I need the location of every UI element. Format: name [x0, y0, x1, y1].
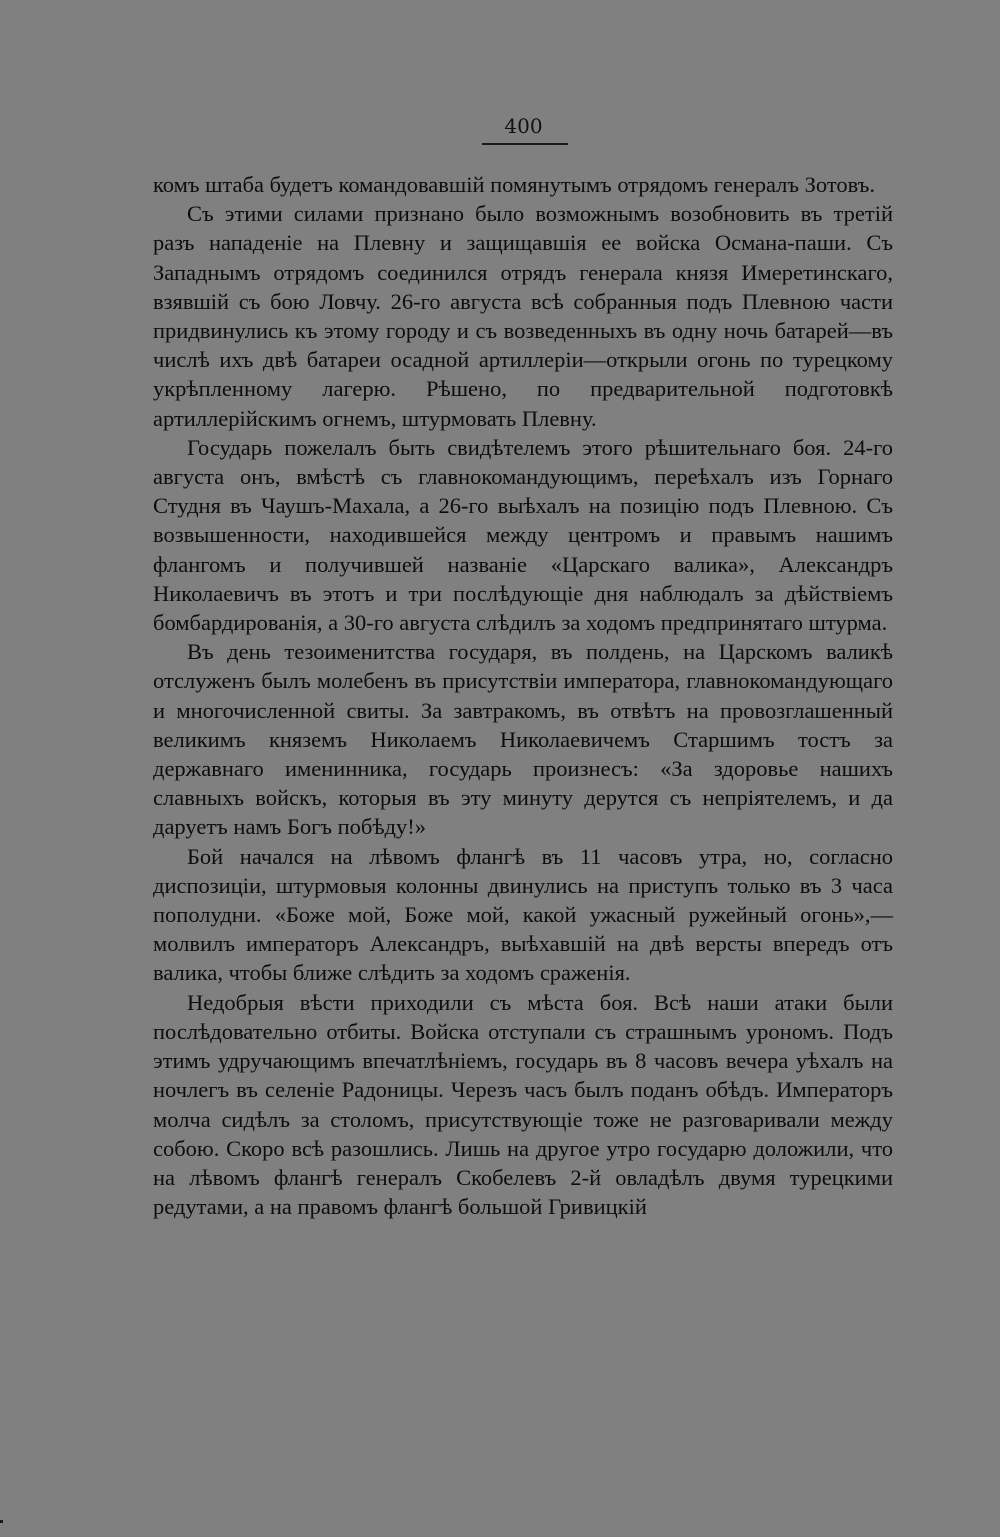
page-number: 400: [504, 114, 543, 138]
paragraph-2: Съ этими силами признано было возможнымъ возобновить въ третій разъ нападеніе на Плевну и защищавшія ее войска Османа-паши. Съ Западнымъ отрядомъ соединился отрядъ генерала князя Имеретинскаго, взявшій съ бою Ловчу. 26-го августа всѣ собранныя подъ Плевною части придвинулись къ этому городу и съ возведенныхъ въ одну ночь батарей—въ числѣ ихъ двѣ батареи осадной артиллеріи—открыли огонь по турецкому укрѣпленному лагерю. Рѣшено, по предварительной подготовкѣ артиллерійскимъ огнемъ, штурмовать Плевну.: [153, 201, 893, 431]
scan-edge-mark: [0, 1520, 3, 1523]
paragraph-5: Бой начался на лѣвомъ флангѣ въ 11 часовъ утра, но, согласно диспозиціи, штурмовыя колонны двинулись на приступъ только въ 3 часа пополудни. «Боже мой, Боже мой, какой ужасный ружейный огонь»,—молвилъ императоръ Александръ, выѣхавшій на двѣ версты впередъ отъ валика, чтобы ближе слѣдить за ходомъ сраженія.: [153, 843, 893, 986]
paragraph-4: Въ день тезоименитства государя, въ полдень, на Царскомъ валикѣ отслуженъ былъ молебенъ въ присутствіи императора, главнокомандующаго и многочисленной свиты. За завтракомъ, въ отвѣтъ на провозглашенный великимъ княземъ Николаемъ Николаевичемъ Старшимъ тостъ за державнаго именинника, государь произнесъ: «За здоровье нашихъ славныхъ войскъ, которыя въ эту минуту дерутся съ непріятелемъ, и да даруетъ намъ Богъ побѣду!»: [153, 639, 893, 840]
page-number-rule: [482, 143, 568, 145]
paragraph-1: комъ штаба будетъ командовавшій помянутымъ отрядомъ генералъ Зотовъ.: [153, 172, 875, 197]
body-text: [153, 170, 893, 1221]
paragraph-6: Недобрыя вѣсти приходили съ мѣста боя. Всѣ наши атаки были послѣдовательно отбиты. Войска отступали съ страшнымъ урономъ. Подъ этимъ удручающимъ впечатлѣніемъ, государь въ 8 часовъ вечера уѣхалъ на ночлегъ въ селеніе Радоницы. Черезъ часъ былъ поданъ обѣдъ. Императоръ молча сидѣлъ за столомъ, присутствующіе тоже не разговаривали между собою. Скоро всѣ разошлись. Лишь на другое утро государю доложили, что на лѣвомъ флангѣ генералъ Скобелевъ 2-й овладѣлъ двумя турецкими редутами, а на правомъ флангѣ большой Гривицкій: [153, 989, 893, 1220]
paragraph-3: Государь пожелалъ быть свидѣтелемъ этого рѣшительнаго боя. 24-го августа онъ, вмѣстѣ съ главнокомандующимъ, переѣхалъ изъ Горнаго Студня въ Чаушъ-Махала, а 26-го выѣхалъ на позицію подъ Плевною. Съ возвышенности, находившейся между центромъ и правымъ нашимъ флангомъ и получившей названіе «Царскаго валика», Александръ Николаевичъ въ этотъ и три послѣдующіе дня наблюдалъ за дѣйствіемъ бомбардированія, а 30-го августа слѣдилъ за ходомъ предпринятаго штурма.: [153, 434, 893, 636]
